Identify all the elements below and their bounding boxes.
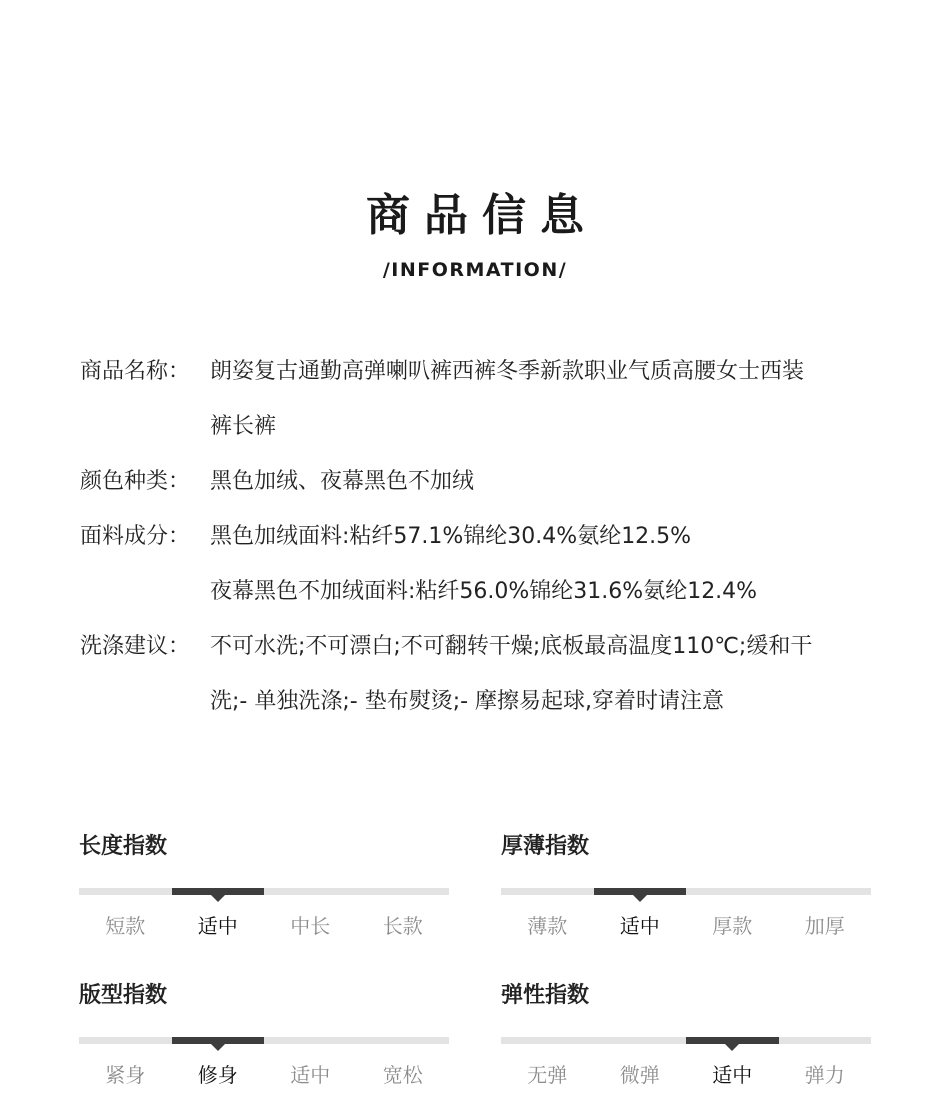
- metric-option: 中长: [290, 914, 331, 938]
- metric-track: [501, 888, 871, 895]
- info-value: [210, 344, 880, 454]
- info-value-line: 洗;- 单独洗涤;- 垫布熨烫;- 摩擦易起球,穿着时请注意: [210, 689, 725, 714]
- metric-indicator: [594, 888, 687, 895]
- metric-option: 微弹: [619, 1063, 660, 1087]
- metric-track: [79, 1037, 449, 1044]
- page-title: 商品信息: [366, 190, 598, 241]
- metric-option-selected: 适中: [619, 914, 660, 938]
- page-subtitle: /INFORMATION/: [382, 259, 568, 281]
- metric-option: 无弹: [527, 1063, 568, 1087]
- metric-option: 短款: [105, 914, 146, 938]
- metric-labels: [501, 1062, 871, 1088]
- metric-option-selected: 修身: [197, 1063, 238, 1087]
- thickness-index: [501, 833, 871, 939]
- metric-labels: [79, 1062, 449, 1088]
- metric-indicator: [172, 888, 265, 895]
- metric-labels: [79, 913, 449, 939]
- info-key: 商品名称：: [80, 359, 191, 384]
- metric-option: 宽松: [382, 1063, 423, 1087]
- metric-title: 长度指数: [79, 834, 168, 859]
- info-key: 面料成分：: [80, 524, 191, 549]
- product-info-list: [80, 344, 880, 729]
- metric-title: 厚薄指数: [501, 834, 590, 859]
- fit-index: [79, 982, 449, 1088]
- metric-option: 紧身: [105, 1063, 146, 1087]
- metric-option: 长款: [382, 914, 423, 938]
- info-row-care: [80, 619, 880, 729]
- info-value-line: 黑色加绒面料:粘纤57.1%锦纶30.4%氨纶12.5%: [210, 524, 692, 549]
- metric-option: 加厚: [804, 914, 845, 938]
- info-row-colors: [80, 454, 880, 509]
- metric-option-selected: 适中: [712, 1063, 753, 1087]
- metric-title: 弹性指数: [501, 983, 590, 1008]
- info-value-line: 不可水洗;不可漂白;不可翻转干燥;底板最高温度110℃;缓和干: [210, 634, 813, 659]
- metric-track: [79, 888, 449, 895]
- info-key: 颜色种类：: [80, 469, 191, 494]
- info-value-line: 裤长裤: [210, 414, 277, 439]
- metric-labels: [501, 913, 871, 939]
- info-value: [210, 454, 880, 509]
- metric-option: 厚款: [712, 914, 753, 938]
- elasticity-index: [501, 982, 871, 1088]
- metric-track: [501, 1037, 871, 1044]
- metric-indicator: [172, 1037, 265, 1044]
- metric-option: 适中: [290, 1063, 331, 1087]
- info-value-line: 朗姿复古通勤高弹喇叭裤西裤冬季新款职业气质高腰女士西装: [210, 359, 805, 384]
- metric-option: 弹力: [804, 1063, 845, 1087]
- info-value-line: 夜幕黑色不加绒面料:粘纤56.0%锦纶31.6%氨纶12.4%: [210, 579, 758, 604]
- metric-indicator: [686, 1037, 779, 1044]
- info-key: 洗涤建议：: [80, 634, 191, 659]
- metric-title: 版型指数: [79, 983, 168, 1008]
- metric-option: 薄款: [527, 914, 568, 938]
- info-row-fabric: [80, 509, 880, 619]
- length-index: [79, 833, 449, 939]
- info-value: [210, 619, 880, 729]
- metric-option-selected: 适中: [197, 914, 238, 938]
- info-row-name: [80, 344, 880, 454]
- info-value: [210, 509, 880, 619]
- info-value-line: 黑色加绒、夜幕黑色不加绒: [210, 469, 475, 494]
